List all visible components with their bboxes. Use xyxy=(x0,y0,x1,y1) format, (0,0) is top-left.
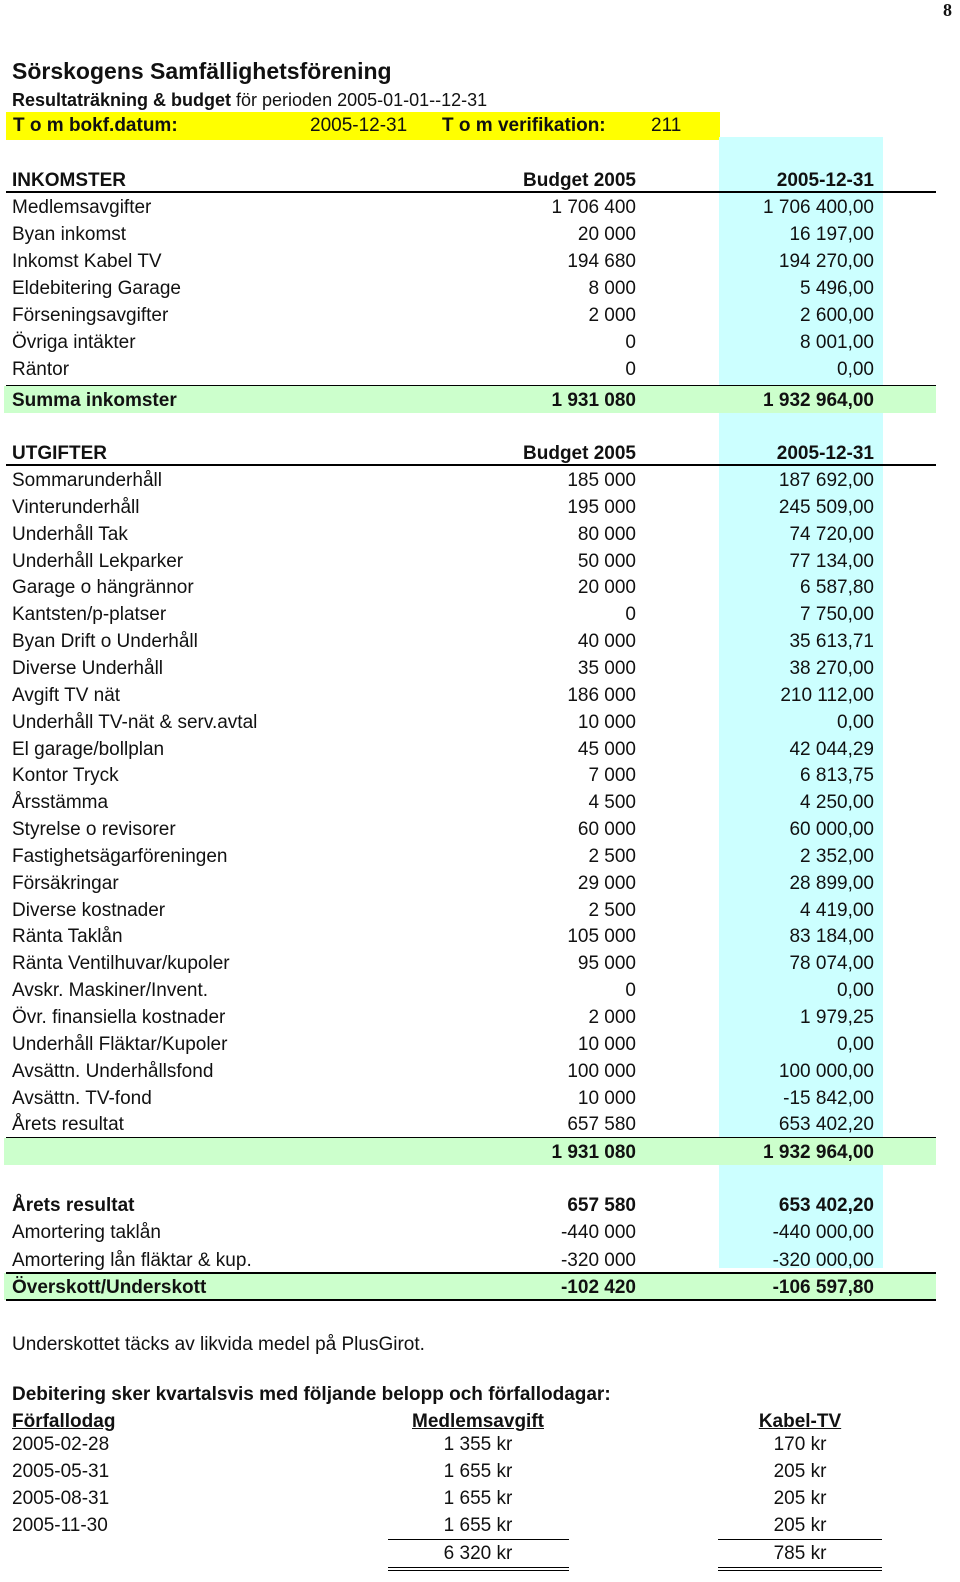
expense-row-budget: 2 500 xyxy=(588,899,636,921)
income-row-budget: 8 000 xyxy=(588,278,636,299)
expense-row-budget: 10 000 xyxy=(577,1087,636,1109)
expense-row-budget: 0 xyxy=(625,980,636,1002)
debit-row xyxy=(0,1461,960,1487)
expense-row xyxy=(0,1034,960,1060)
expense-row xyxy=(0,926,960,952)
expense-row-label: Underhåll Tak xyxy=(12,523,128,545)
debit-row xyxy=(0,1488,960,1514)
result-budget: 657 580 xyxy=(567,1195,636,1216)
expense-row-budget: 2 500 xyxy=(588,845,636,867)
expense-row xyxy=(0,1007,960,1033)
expense-row xyxy=(0,1061,960,1087)
income-row-actual: 1 706 400,00 xyxy=(763,197,874,218)
amortization-roof-loan-label: Amortering taklån xyxy=(12,1222,161,1243)
bokf-date-value: 2005-12-31 xyxy=(310,115,408,136)
expense-row-budget: 100 000 xyxy=(567,1060,636,1082)
membership-sum-rule xyxy=(388,1539,569,1540)
income-row xyxy=(0,305,960,331)
report-period: för perioden 2005-01-01--12-31 xyxy=(231,90,488,110)
expense-row-budget: 29 000 xyxy=(577,872,636,894)
expense-budget-column-header: Budget 2005 xyxy=(523,443,636,464)
expense-row-label: Kantsten/p-platser xyxy=(12,604,167,626)
amortization-roof-loan-actual: -440 000,00 xyxy=(772,1222,874,1243)
expense-row xyxy=(0,470,960,496)
due-date: 2005-02-28 xyxy=(12,1434,110,1455)
surplus-label: Överskott/Underskott xyxy=(12,1277,207,1298)
income-row-label: Inkomst Kabel TV xyxy=(12,251,162,272)
expense-row-label: El garage/bollplan xyxy=(12,738,165,760)
expense-row-label: Avskr. Maskiner/Invent. xyxy=(12,980,209,1002)
membership-fee: 1 355 kr xyxy=(443,1434,513,1455)
expense-row-budget: 4 500 xyxy=(588,792,636,814)
income-row xyxy=(0,197,960,223)
due-date: 2005-11-30 xyxy=(12,1515,108,1536)
expense-row-budget: 60 000 xyxy=(577,819,636,841)
expense-row-label: Underhåll Lekparker xyxy=(12,550,184,572)
income-row-actual: 16 197,00 xyxy=(789,224,874,245)
expense-row xyxy=(0,765,960,791)
expense-row-actual: 4 419,00 xyxy=(800,899,874,921)
expense-row-label: Diverse kostnader xyxy=(12,899,166,921)
expense-row xyxy=(0,1114,960,1140)
page-number: 8 xyxy=(943,0,952,20)
income-row-label: Räntor xyxy=(12,359,70,380)
expense-row-budget: 186 000 xyxy=(567,684,636,706)
expense-row-label: Årsstämma xyxy=(12,792,109,814)
expense-row-actual: 0,00 xyxy=(837,711,874,733)
expense-row-label: Övr. finansiella kostnader xyxy=(12,1007,226,1028)
expense-row-budget: 657 580 xyxy=(567,1114,636,1136)
expense-row-actual: -15 842,00 xyxy=(783,1087,874,1109)
expense-row-actual: 42 044,29 xyxy=(789,738,874,760)
income-row xyxy=(0,251,960,277)
amortization-roof-loan-row xyxy=(0,1222,960,1248)
membership-fee: 1 655 kr xyxy=(443,1488,513,1509)
report-type: Resultaträkning & budget xyxy=(12,90,232,110)
expense-row-actual: 4 250,00 xyxy=(800,792,874,814)
organization-title: Sörskogens Samfällighetsförening xyxy=(12,58,392,84)
expense-row-actual: 0,00 xyxy=(837,1033,874,1055)
verification-value: 211 xyxy=(651,115,682,136)
expense-row-label: Byan Drift o Underhåll xyxy=(12,631,198,653)
membership-fee: 1 655 kr xyxy=(443,1515,513,1536)
income-total-actual: 1 932 964,00 xyxy=(763,390,874,411)
expense-row xyxy=(0,873,960,899)
expense-row-label: Ränta Ventilhuvar/kupoler xyxy=(12,953,230,975)
deficit-note: Underskottet täcks av likvida medel på PlusGirot. xyxy=(12,1334,425,1355)
amortization-fan-loan-label: Amortering lån fläktar & kup. xyxy=(12,1250,252,1271)
amortization-roof-loan-budget: -440 000 xyxy=(560,1222,636,1243)
due-date: 2005-08-31 xyxy=(12,1488,110,1509)
income-total-budget: 1 931 080 xyxy=(551,390,636,411)
income-row-actual: 8 001,00 xyxy=(800,332,874,353)
expense-row xyxy=(0,551,960,577)
expense-row-label: Avsättn. Underhållsfond xyxy=(12,1060,214,1082)
income-row-actual: 5 496,00 xyxy=(800,278,874,299)
expense-row-label: Försäkringar xyxy=(12,872,119,894)
income-row-budget: 20 000 xyxy=(577,224,636,245)
expense-row-actual: 7 750,00 xyxy=(800,604,874,626)
cable-tv-fee: 170 kr xyxy=(773,1434,827,1455)
expense-row xyxy=(0,846,960,872)
expense-row-label: Fastighetsägarföreningen xyxy=(12,845,228,867)
income-row-label: Byan inkomst xyxy=(12,224,127,245)
expense-row-budget: 20 000 xyxy=(577,577,636,599)
cable-tv-fee: 205 kr xyxy=(773,1461,827,1482)
expense-row-label: Avgift TV nät xyxy=(12,684,121,706)
income-row xyxy=(0,278,960,304)
expense-row xyxy=(0,900,960,926)
income-budget-column-header: Budget 2005 xyxy=(523,170,636,191)
expense-row xyxy=(0,1088,960,1114)
expense-total-row xyxy=(0,1142,960,1168)
expense-actual-column-header: 2005-12-31 xyxy=(776,443,874,464)
amortization-fan-loan-budget: -320 000 xyxy=(560,1250,636,1271)
income-row-label: Förseningsavgifter xyxy=(12,305,169,326)
expense-row xyxy=(0,980,960,1006)
expense-total-actual: 1 932 964,00 xyxy=(763,1142,874,1163)
cable-tv-total: 785 kr xyxy=(773,1543,827,1564)
expense-row-budget: 80 000 xyxy=(577,523,636,545)
expense-row xyxy=(0,739,960,765)
expense-row-actual: 187 692,00 xyxy=(778,470,874,491)
expense-row xyxy=(0,792,960,818)
expense-row-budget: 7 000 xyxy=(588,765,636,787)
expense-row-budget: 195 000 xyxy=(567,496,636,518)
expense-heading: UTGIFTER xyxy=(12,443,107,464)
bokf-date-label: T o m bokf.datum: xyxy=(13,115,178,136)
expense-row xyxy=(0,685,960,711)
expense-row-label: Vinterunderhåll xyxy=(12,496,140,518)
income-row-label: Medlemsavgifter xyxy=(12,197,152,218)
result-row xyxy=(0,1195,960,1221)
expense-row-budget: 0 xyxy=(625,604,636,626)
expense-row-actual: 28 899,00 xyxy=(789,872,874,894)
income-total-row xyxy=(0,390,960,416)
income-total-rule xyxy=(6,385,936,386)
cable-tv-column-header: Kabel-TV xyxy=(758,1411,842,1432)
income-header-row xyxy=(0,170,960,196)
membership-fee-total: 6 320 kr xyxy=(443,1543,513,1564)
expense-row-actual: 77 134,00 xyxy=(789,550,874,572)
expense-row xyxy=(0,953,960,979)
expense-row xyxy=(0,712,960,738)
income-row-actual: 2 600,00 xyxy=(800,305,874,326)
tv-total-double-rule-1 xyxy=(718,1567,882,1568)
amortization-fan-loan-actual: -320 000,00 xyxy=(772,1250,874,1271)
income-row-label: Eldebitering Garage xyxy=(12,278,181,299)
tv-sum-rule xyxy=(718,1539,882,1540)
expense-row xyxy=(0,577,960,603)
cable-tv-fee: 205 kr xyxy=(773,1515,827,1536)
expense-row-actual: 6 587,80 xyxy=(800,577,874,599)
expense-row-label: Årets resultat xyxy=(12,1114,124,1136)
income-row-label: Övriga intäkter xyxy=(12,332,136,353)
expense-row-actual: 6 813,75 xyxy=(800,765,874,787)
expense-row-actual: 60 000,00 xyxy=(789,819,874,841)
income-row-budget: 194 680 xyxy=(567,251,636,272)
income-heading: INKOMSTER xyxy=(12,170,126,191)
debit-row xyxy=(0,1515,960,1541)
income-row-budget: 2 000 xyxy=(588,305,636,326)
expense-row-actual: 2 352,00 xyxy=(800,845,874,867)
expense-row-actual: 0,00 xyxy=(837,980,874,1002)
expense-row-budget: 40 000 xyxy=(577,631,636,653)
due-date-column-header: Förfallodag xyxy=(12,1411,116,1432)
expense-row-label: Styrelse o revisorer xyxy=(12,819,176,841)
expense-row-actual: 210 112,00 xyxy=(780,684,874,706)
expense-row-actual: 83 184,00 xyxy=(789,926,874,948)
result-label: Årets resultat xyxy=(12,1195,135,1216)
expense-row-label: Sommarunderhåll xyxy=(12,470,162,491)
income-actual-column-header: 2005-12-31 xyxy=(776,170,874,191)
income-row xyxy=(0,332,960,358)
expense-row-label: Diverse Underhåll xyxy=(12,657,164,679)
report-cutoff-bar xyxy=(6,112,720,140)
income-total-label: Summa inkomster xyxy=(12,390,177,411)
expense-row-budget: 35 000 xyxy=(577,657,636,679)
expense-row-actual: 653 402,20 xyxy=(778,1114,874,1136)
income-row xyxy=(0,224,960,250)
expense-row-budget: 10 000 xyxy=(577,711,636,733)
expense-row-budget: 105 000 xyxy=(567,926,636,948)
debit-total-row xyxy=(0,1543,960,1569)
expense-row-label: Underhåll Fläktar/Kupoler xyxy=(12,1033,228,1055)
expense-row xyxy=(0,819,960,845)
expense-row-actual: 245 509,00 xyxy=(778,496,874,518)
result-actual: 653 402,20 xyxy=(778,1195,874,1216)
tv-total-double-rule-2 xyxy=(718,1570,882,1571)
amortization-fan-loan-row xyxy=(0,1250,960,1276)
surplus-row xyxy=(0,1277,960,1303)
report-subtitle xyxy=(12,90,487,111)
expense-row-actual: 35 613,71 xyxy=(789,631,874,653)
expense-row-budget: 185 000 xyxy=(567,470,636,491)
debit-row xyxy=(0,1434,960,1460)
expense-row-budget: 95 000 xyxy=(577,953,636,975)
expense-row-label: Underhåll TV-nät & serv.avtal xyxy=(12,711,258,733)
expense-row-budget: 2 000 xyxy=(588,1007,636,1028)
surplus-actual: -106 597,80 xyxy=(772,1277,874,1298)
membership-total-double-rule-2 xyxy=(388,1570,569,1571)
income-row-budget: 0 xyxy=(625,332,636,353)
expense-row xyxy=(0,524,960,550)
membership-fee-column-header: Medlemsavgift xyxy=(412,1411,544,1432)
verification-label: T o m verifikation: xyxy=(442,115,606,136)
expense-row-actual: 100 000,00 xyxy=(778,1060,874,1082)
expense-row xyxy=(0,631,960,657)
income-row-budget: 1 706 400 xyxy=(551,197,636,218)
debit-heading: Debitering sker kvartalsvis med följande belopp och förfallodagar: xyxy=(12,1384,611,1405)
due-date: 2005-05-31 xyxy=(12,1461,110,1482)
income-row-budget: 0 xyxy=(625,359,636,380)
expense-row xyxy=(0,658,960,684)
membership-fee: 1 655 kr xyxy=(443,1461,513,1482)
surplus-budget: -102 420 xyxy=(560,1277,636,1298)
membership-total-double-rule-1 xyxy=(388,1567,569,1568)
expense-row-budget: 10 000 xyxy=(577,1033,636,1055)
expense-total-budget: 1 931 080 xyxy=(551,1142,636,1163)
cable-tv-fee: 205 kr xyxy=(773,1488,827,1509)
expense-row-budget: 50 000 xyxy=(577,550,636,572)
expense-row-actual: 38 270,00 xyxy=(789,657,874,679)
expense-row-label: Avsättn. TV-fond xyxy=(12,1087,152,1109)
expense-row-budget: 45 000 xyxy=(577,738,636,760)
income-row-actual: 0,00 xyxy=(837,359,874,380)
expense-row-label: Kontor Tryck xyxy=(12,765,119,787)
expense-row xyxy=(0,497,960,523)
expense-row-actual: 1 979,25 xyxy=(800,1007,874,1028)
income-row xyxy=(0,359,960,385)
expense-row xyxy=(0,604,960,630)
expense-row-label: Ränta Taklån xyxy=(12,926,123,948)
expense-row-actual: 74 720,00 xyxy=(789,523,874,545)
expense-row-actual: 78 074,00 xyxy=(789,953,874,975)
expense-row-label: Garage o hängrännor xyxy=(12,577,194,599)
expense-header-row xyxy=(0,443,960,469)
income-row-actual: 194 270,00 xyxy=(778,251,874,272)
